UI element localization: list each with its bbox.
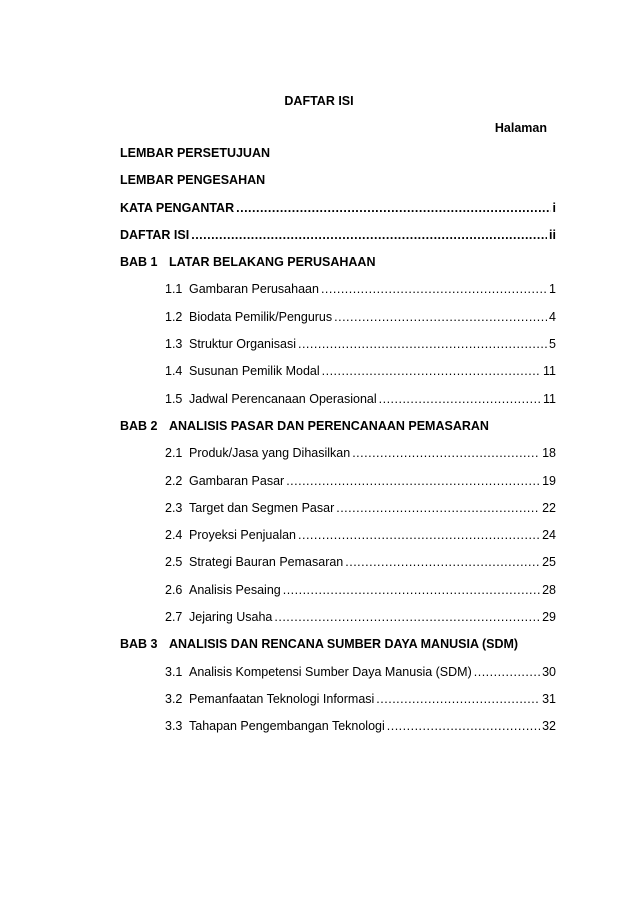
- toc-section-entry: [120, 609, 556, 636]
- toc-entry-page: ii: [549, 227, 556, 242]
- section-page: 19: [542, 473, 556, 488]
- section-label: Struktur Organisasi: [189, 337, 296, 352]
- section-number: 1.2: [165, 309, 183, 324]
- section-page: 4: [549, 309, 556, 324]
- section-number: 1.5: [165, 391, 183, 406]
- toc-section-entry: [120, 473, 556, 500]
- toc-section-entry: [120, 718, 556, 745]
- section-number: 1.4: [165, 364, 183, 379]
- toc-section-entry: [120, 391, 556, 418]
- toc-entry-kata-pengantar: [120, 200, 556, 227]
- toc-entry-label: KATA PENGANTAR: [120, 200, 235, 215]
- page-title: DAFTAR ISI: [284, 94, 354, 108]
- toc-section-entry: [120, 691, 556, 718]
- toc-entry-label: LEMBAR PERSETUJUAN: [120, 146, 271, 160]
- toc-section-entry: [120, 363, 556, 390]
- section-label: Gambaran Pasar: [189, 473, 285, 488]
- section-label: Proyeksi Penjualan: [189, 528, 297, 543]
- section-number: 2.7: [165, 610, 183, 625]
- dot-leader: [352, 445, 540, 461]
- section-label: Analisis Pesaing: [189, 582, 281, 597]
- section-page: 32: [542, 719, 556, 734]
- section-page: 22: [542, 500, 556, 515]
- section-label: Biodata Pemilik/Pengurus: [189, 309, 333, 324]
- section-number: 1.1: [165, 282, 183, 297]
- chapter-number: BAB 1: [120, 255, 158, 270]
- chapter-title: LATAR BELAKANG PERUSAHAAN: [169, 255, 376, 270]
- section-page: 28: [542, 582, 556, 597]
- section-label: Target dan Segmen Pasar: [189, 500, 335, 515]
- dot-leader: [379, 391, 541, 407]
- dot-leader: [236, 200, 550, 216]
- dot-leader: [191, 227, 547, 243]
- section-page: 18: [542, 446, 556, 461]
- chapter-title: ANALISIS DAN RENCANA SUMBER DAYA MANUSIA (SDM): [169, 637, 519, 652]
- dot-leader: [474, 664, 540, 680]
- section-number: 2.5: [165, 555, 183, 570]
- section-number: 2.3: [165, 500, 183, 515]
- toc-section-entry: [120, 309, 556, 336]
- dot-leader: [298, 527, 540, 543]
- chapter-number: BAB 3: [120, 637, 158, 652]
- toc-section-entry: [120, 582, 556, 609]
- toc-section-entry: [120, 527, 556, 554]
- section-number: 2.1: [165, 446, 183, 461]
- toc-section-entry: [120, 664, 556, 691]
- section-page: 11: [543, 391, 556, 406]
- dot-leader: [274, 609, 540, 625]
- section-page: 5: [549, 337, 556, 352]
- toc-entry-lembar-persetujuan: [120, 145, 556, 172]
- toc-section-entry: [120, 500, 556, 527]
- toc-entry-label: LEMBAR PENGESAHAN: [120, 173, 266, 188]
- section-label: Pemanfaatan Teknologi Informasi: [189, 691, 375, 706]
- section-label: Jejaring Usaha: [189, 610, 273, 625]
- section-label: Tahapan Pengembangan Teknologi: [189, 719, 385, 734]
- dot-leader: [283, 582, 540, 598]
- dot-leader: [286, 473, 540, 489]
- toc-entry-lembar-pengesahan: [120, 172, 556, 199]
- chapter-heading-bab-1: [120, 254, 556, 281]
- dot-leader: [321, 281, 547, 297]
- section-number: 2.2: [165, 473, 183, 488]
- section-number: 3.1: [165, 664, 183, 679]
- chapter-number: BAB 2: [120, 418, 158, 433]
- toc-entry-daftar-isi: [120, 227, 556, 254]
- dot-leader: [298, 336, 547, 352]
- section-page: 11: [543, 364, 556, 379]
- section-label: Analisis Kompetensi Sumber Daya Manusia (SDM): [189, 664, 472, 679]
- section-number: 3.3: [165, 719, 183, 734]
- toc-section-entry: [120, 445, 556, 472]
- section-label: Produk/Jasa yang Dihasilkan: [189, 446, 351, 461]
- dot-leader: [322, 363, 541, 379]
- section-page: 25: [542, 555, 556, 570]
- toc-section-entry: [120, 281, 556, 308]
- toc-section-entry: [120, 336, 556, 363]
- section-label: Strategi Bauran Pemasaran: [189, 555, 344, 570]
- page-column-label: Halaman: [494, 121, 547, 135]
- chapter-title: ANALISIS PASAR DAN PERENCANAAN PEMASARAN: [169, 418, 489, 433]
- section-number: 2.4: [165, 528, 183, 543]
- table-of-contents: [120, 145, 556, 746]
- toc-entry-label: DAFTAR ISI: [120, 227, 190, 242]
- section-page: 31: [542, 691, 556, 706]
- chapter-heading-bab-3: [120, 636, 556, 663]
- section-number: 2.6: [165, 582, 183, 597]
- dot-leader: [376, 691, 540, 707]
- section-label: Jadwal Perencanaan Operasional: [189, 391, 377, 406]
- section-number: 3.2: [165, 691, 183, 706]
- dot-leader: [336, 500, 540, 516]
- toc-section-entry: [120, 554, 556, 581]
- section-page: 1: [549, 282, 556, 297]
- dot-leader: [345, 554, 540, 570]
- dot-leader: [334, 309, 547, 325]
- dot-leader: [387, 718, 540, 734]
- section-number: 1.3: [165, 337, 183, 352]
- toc-entry-page: i: [552, 200, 556, 215]
- section-label: Gambaran Perusahaan: [189, 282, 319, 297]
- section-page: 30: [542, 664, 556, 679]
- section-page: 24: [542, 528, 556, 543]
- section-label: Susunan Pemilik Modal: [189, 364, 320, 379]
- section-page: 29: [542, 610, 556, 625]
- chapter-heading-bab-2: [120, 418, 556, 445]
